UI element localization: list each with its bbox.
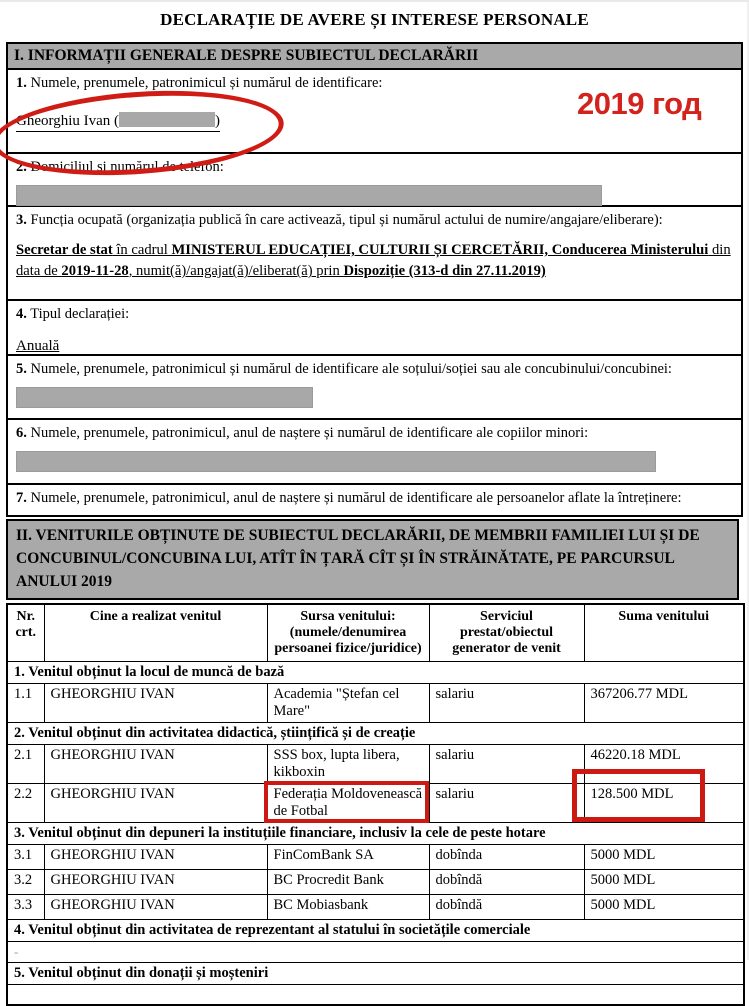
cell-source: BC Mobiasbank [267, 895, 429, 920]
table-empty-row [7, 985, 744, 1005]
cell-who: GHEORGHIU IVAN [44, 845, 267, 870]
cell-service: salariu [429, 745, 584, 784]
section-label: 3. Venitul obținut din depuneri la instituțiile financiare, inclusiv la cele de peste hotare [7, 823, 744, 845]
item7-number: 7. [16, 490, 27, 506]
empty-cell: - [7, 942, 744, 963]
redaction-bar [119, 112, 215, 127]
cell-source: Academia "Ștefan cel Mare" [267, 684, 429, 723]
cell-nr: 2.2 [7, 784, 44, 823]
cell-source: BC Procredit Bank [267, 870, 429, 895]
item4-label: Tipul declarației: [30, 306, 130, 322]
item5-label: Numele, prenumele, patronimicul și numărul de identificare ale soțului/soției sau ale concubinului/concubinei: [30, 361, 672, 377]
cell-nr: 1.1 [7, 684, 44, 723]
cell-amount: 5000 MDL [584, 845, 744, 870]
item-domicile [8, 154, 741, 207]
cell-service: dobîndă [429, 895, 584, 920]
table-row-highlighted [7, 784, 744, 823]
income-table [6, 603, 745, 1006]
declaration-type-value: Anuală [16, 338, 60, 354]
item6-number: 6. [16, 425, 27, 441]
table-row [7, 684, 744, 723]
cell-who: GHEORGHIU IVAN [44, 684, 267, 723]
cell-source-text: Federația Moldovenească de Fotbal [273, 786, 423, 820]
declarant-name-prefix: Gheorghiu Ivan ( [16, 113, 120, 129]
cell-nr: 3.2 [7, 870, 44, 895]
page-title: DECLARAȚIE DE AVERE ȘI INTERESE PERSONALE [160, 10, 589, 29]
redaction-bar [16, 451, 656, 472]
section-label: 1. Venitul obținut la locul de muncă de bază [7, 662, 744, 684]
cell-who: GHEORGHIU IVAN [44, 745, 267, 784]
table-section-row [7, 963, 744, 985]
table-empty-row [7, 942, 744, 963]
item4-number: 4. [16, 306, 27, 322]
cell-nr: 3.1 [7, 845, 44, 870]
cell-nr: 3.3 [7, 895, 44, 920]
item5-number: 5. [16, 361, 27, 377]
section1-header: I. INFORMAȚII GENERALE DESPRE SUBIECTUL DECLARĂRII [8, 44, 741, 70]
col-header-service: Serviciul prestat/obiectul generator de venit [429, 604, 584, 662]
cell-amount-text: 128.500 MDL [590, 786, 674, 803]
cell-amount: 46220.18 MDL [584, 745, 744, 784]
col-header-source: Sursa venitului: (numele/denumirea persoanei fizice/juridice) [267, 604, 429, 662]
section-label: 2. Venitul obținut din activitatea didactică, științifică și de creație [7, 723, 744, 745]
section-label: 5. Venitul obținut din donații și moșteniri [7, 963, 744, 985]
item-position [8, 207, 741, 301]
position-part: , numit(ă)/angajat(ă)/eliberat(ă) prin [128, 263, 344, 280]
cell-amount: 5000 MDL [584, 870, 744, 895]
section-incomes [6, 519, 739, 1006]
item-minor-children [8, 420, 741, 485]
item1-label: Numele, prenumele, patronimicul și numărul de identificare: [30, 75, 383, 91]
position-part: în cadrul [112, 242, 172, 258]
cell-amount: 5000 MDL [584, 895, 744, 920]
col-header-who: Cine a realizat venitul [44, 604, 267, 662]
cell-who: GHEORGHIU IVAN [44, 895, 267, 920]
table-section-row [7, 920, 744, 942]
position-part: Secretar de stat [16, 242, 113, 258]
cell-service: dobîndă [429, 870, 584, 895]
section-label: 4. Venitul obținut din activitatea de reprezentant al statului în societățile comerciale [7, 920, 744, 942]
table-row [7, 895, 744, 920]
cell-service: salariu [429, 784, 584, 823]
position-part: din data de [16, 242, 731, 280]
empty-cell [7, 985, 744, 1005]
position-part: Dispoziție (313-d din 27.11.2019) [343, 263, 546, 280]
cell-amount: 367206.77 MDL [584, 684, 744, 723]
cell-who: GHEORGHIU IVAN [44, 870, 267, 895]
cell-service: dobînda [429, 845, 584, 870]
year-annotation: 2019 год [577, 86, 702, 121]
item2-number: 2. [16, 159, 27, 175]
item3-number: 3. [16, 212, 27, 228]
redaction-bar [16, 387, 313, 408]
cell-who: GHEORGHIU IVAN [44, 784, 267, 823]
item3-label: Funcția ocupată (organizația publică în care activează, tipul și numărul actului de numire/angajare/eliberare): [30, 212, 663, 228]
item-dependents [8, 485, 741, 515]
col-header-nr: Nr. crt. [7, 604, 44, 662]
cell-nr: 2.1 [7, 745, 44, 784]
cell-source-highlighted [267, 784, 429, 823]
table-row [7, 745, 744, 784]
position-part: MINISTERUL EDUCAȚIEI, CULTURII ȘI CERCETĂRII, Conducerea Ministerului [171, 242, 709, 258]
item1-number: 1. [16, 75, 27, 91]
section2-header: II. VENITURILE OBȚINUTE DE SUBIECTUL DECLARĂRII, DE MEMBRII FAMILIEI LUI ȘI DE CONCUBINUL/CONCUBINA LUI, ATÎT ÎN ȚARĂ CÎT ȘI ÎN STRĂINĂTATE, PE PARCURSUL ANULUI 2019 [6, 519, 739, 600]
position-part: 2019-11-28 [61, 263, 129, 280]
declarant-name-suffix: ) [215, 113, 221, 129]
item2-label: Domiciliul și numărul de telefon: [30, 159, 224, 175]
table-header-row [7, 604, 744, 662]
cell-source: FinComBank SA [267, 845, 429, 870]
cell-service: salariu [429, 684, 584, 723]
item-spouse [8, 356, 741, 420]
position-value [16, 240, 733, 282]
table-row [7, 870, 744, 895]
declarant-name [16, 112, 220, 132]
table-section-row [7, 723, 744, 745]
item6-label: Numele, prenumele, patronimicul, anul de naștere și numărul de identificare ale copiilor minori: [30, 425, 589, 441]
redaction-bar [16, 185, 602, 206]
item7-label: Numele, prenumele, patronimicul, anul de naștere și numărul de identificare ale persoanelor aflate la întreținere: [30, 490, 682, 506]
cell-amount-highlighted [584, 784, 744, 823]
item-declaration-type [8, 301, 741, 356]
table-section-row [7, 662, 744, 684]
cell-source: SSS box, lupta libera, kikboxin [267, 745, 429, 784]
table-section-row [7, 823, 744, 845]
col-header-amount: Suma venitului [584, 604, 744, 662]
table-row [7, 845, 744, 870]
